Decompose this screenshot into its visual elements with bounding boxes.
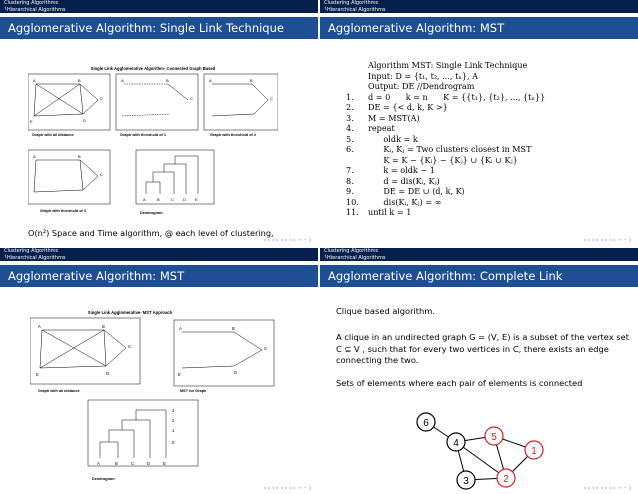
svg-text:D: D [106,371,110,376]
header-subsection: └Hierarchical Algorithms [324,254,386,261]
slide-single-link [0,0,318,246]
navigation-controls[interactable]: ◂ ▸ ◂ ▸ ◂ ▸ ◂ ▸ ≡ ∽ 𝄞 [263,237,312,242]
line-number: 6. [346,144,354,154]
mst-figure [30,308,280,484]
svg-text:D: D [183,197,186,202]
header-subsection: └Hierarchical Algorithms [324,6,386,13]
svg-text:E: E [30,119,33,124]
svg-text:C: C [270,96,273,101]
svg-text:D: D [147,461,151,466]
paragraph-clique-definition: A clique in an undirected graph G = (V, E) is a subset of the vertex set C ⊆ V , such that for every two vertices in C, there exists an edge connecting the two. [336,332,629,365]
line-number: 3. [346,112,354,123]
svg-text:1: 1 [172,428,175,433]
slide-complete-link [320,248,638,494]
line-text: d = 0 k = n K = {{t₁}, {t₂}, ..., {tₙ}} [368,91,546,102]
svg-text:C: C [264,346,268,351]
svg-text:A: A [121,78,124,83]
svg-text:A: A [33,78,36,83]
header-section: Clustering Algorithms [324,248,379,254]
header-section: Clustering Algorithms [4,0,59,6]
svg-text:A: A [33,154,36,159]
line-text: d = dis(Kᵢ, Kⱼ) [368,175,440,186]
svg-text:B: B [250,78,253,83]
line-text: Kᵢ, Kⱼ = Two clusters closest in MST [368,144,532,154]
algorithm-line [346,113,545,124]
label-threshold-3: Graph with threshold of 3 [40,209,86,213]
algorithm-line [346,92,545,103]
algorithm-line [346,176,545,187]
label-dendrogram: Dendrogram [140,211,163,215]
algorithm-line [346,165,545,176]
slide-mst-figure [0,248,318,494]
complexity-note: O(n²) Space and Time algorithm, @ each level of clustering, [28,228,274,238]
node-label: 6 [423,418,429,429]
svg-text:B: B [115,461,118,466]
slide-title: Agglomerative Algorithm: MST [320,17,638,39]
algorithm-line [346,155,545,166]
algorithm-line [346,186,545,197]
paragraph-clique-based: Clique based algorithm. [336,306,436,316]
slide-title: Agglomerative Algorithm: Single Link Technique [0,17,318,39]
slide-header [0,248,318,261]
svg-text:D: D [83,118,86,123]
svg-text:B: B [78,78,81,83]
line-text: Algorithm MST: Single Link Technique [368,60,528,70]
slide-mst-algorithm [320,0,638,246]
svg-text:C: C [100,96,103,101]
algorithm-line [346,81,545,92]
svg-text:B: B [102,324,105,329]
navigation-controls[interactable]: ◂ ▸ ◂ ▸ ◂ ▸ ◂ ▸ ≡ ∽ 𝄞 [263,485,312,490]
svg-text:A: A [97,461,100,466]
svg-text:C: C [100,172,103,177]
line-number: 11. [346,207,359,217]
svg-text:3: 3 [172,408,175,413]
algorithm-line [346,207,545,218]
label-all-distance: Graph with all distance [38,389,80,393]
slide-title: Agglomerative Algorithm: MST [0,265,318,287]
svg-text:C: C [171,197,174,202]
slide-header [320,248,638,261]
svg-text:2: 2 [172,418,175,423]
line-number: 5. [346,133,354,144]
line-text: until k = 1 [368,207,412,217]
line-number: 2. [346,102,354,112]
node-label: 2 [503,474,509,485]
node-label: 1 [531,446,537,457]
paragraph-sets-connected: Sets of elements where each pair of elements is connected [336,378,583,388]
line-number: 1. [346,91,354,102]
svg-text:E: E [178,372,181,377]
line-text: DE = DE ∪ ⟨d, k, K⟩ [368,186,465,196]
svg-text:B: B [166,78,169,83]
label-threshold-1: Graph with threshold of 1 [120,133,166,137]
header-section: Clustering Algorithms [4,248,59,254]
navigation-controls[interactable]: ◂ ▸ ◂ ▸ ◂ ▸ ◂ ▸ ≡ ∽ 𝄞 [583,485,632,490]
line-text: M = MST(A) [368,112,420,123]
algorithm-line [346,123,545,134]
figure-caption: Single Link Agglomerative Algorithm- Connected Graph Based [90,66,216,71]
line-number: 9. [346,186,354,196]
svg-text:B: B [157,197,160,202]
svg-text:B: B [232,326,235,331]
line-text: Output: DE //Dendrogram [368,81,475,91]
node-label: 4 [453,438,459,449]
algorithm-listing [346,60,545,218]
header-subsection: └Hierarchical Algorithms [4,6,66,13]
clique-graph [410,408,560,494]
svg-text:D: D [234,370,238,375]
header-section: Clustering Algorithms [324,0,379,6]
line-text: repeat [368,123,395,133]
svg-text:A: A [179,326,182,331]
node-label: 5 [491,432,497,443]
algorithm-line [346,197,545,208]
svg-text:C: C [128,344,132,349]
line-text: dis(Kᵢ, Kⱼ) = ∞ [368,196,442,207]
line-text: oldk = k [368,133,418,144]
svg-text:C: C [131,461,135,466]
algorithm-line [346,60,545,71]
svg-text:A: A [143,197,146,202]
algorithm-line [346,134,545,145]
figure-caption: Single Link Agglomerative- MST Approach [87,310,173,315]
slide-title: Agglomerative Algorithm: Complete Link [320,265,638,287]
line-text: k = oldk − 1 [368,165,435,175]
svg-text:E: E [195,197,198,202]
line-number: 10. [346,196,359,207]
svg-text:A: A [209,78,212,83]
label-all-distance: Graph with all distance [32,133,74,137]
svg-text:E: E [163,461,166,466]
node-label: 3 [463,476,469,487]
single-link-figure [28,64,278,224]
svg-text:0: 0 [172,440,175,445]
svg-text:B: B [78,154,81,159]
svg-text:A: A [38,324,41,329]
line-number: 7. [346,165,354,175]
line-text: DE = {< d, k, K >} [368,102,448,112]
label-threshold-2: Graph with threshold of 2 [210,133,256,137]
algorithm-line [346,102,545,113]
svg-text:C: C [190,96,193,101]
label-mst: MST for Graph [180,389,207,393]
svg-text:E: E [36,372,39,377]
line-text: Input: D = {t₁, t₂, ..., tₙ}, A [368,70,478,81]
line-number: 8. [346,175,354,186]
slide-header [320,0,638,13]
navigation-controls[interactable]: ◂ ▸ ◂ ▸ ◂ ▸ ◂ ▸ ≡ ∽ 𝄞 [583,237,632,242]
algorithm-line [346,144,545,155]
line-number: 4. [346,123,354,133]
header-subsection: └Hierarchical Algorithms [4,254,66,261]
slide-header [0,0,318,13]
line-text: K = K − {Kᵢ} − {Kⱼ} ∪ {Kᵢ ∪ Kⱼ} [368,154,518,165]
algorithm-line [346,71,545,82]
label-dendrogram: Dendrogram [92,477,115,481]
